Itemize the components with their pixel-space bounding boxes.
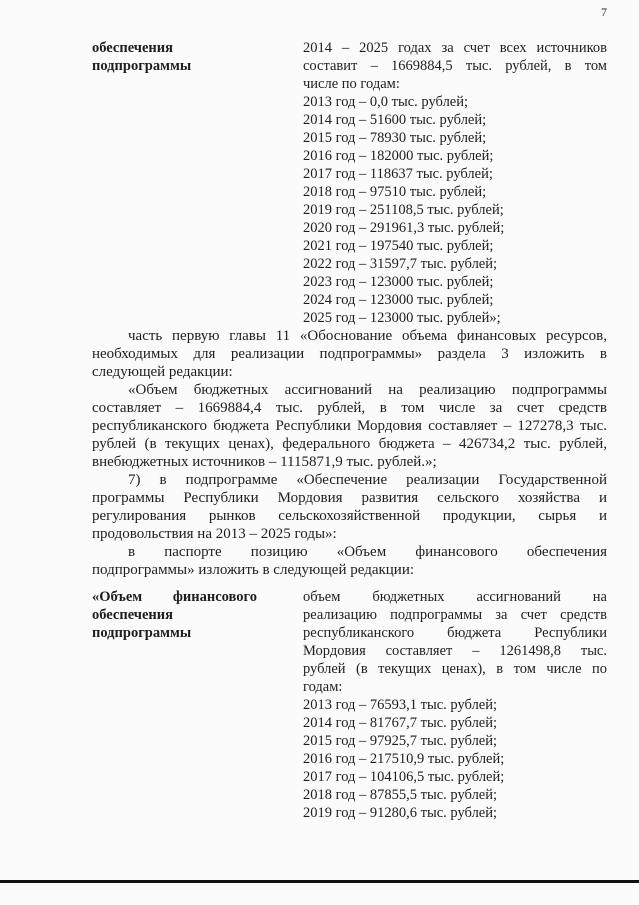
table2-year-line: 2018 год – 87855,5 тыс. рублей; — [303, 787, 498, 803]
table2-year-line: 2015 год – 97925,7 тыс. рублей; — [303, 733, 498, 749]
table2-year-line: 2016 год – 217510,9 тыс. рублей; — [303, 751, 505, 767]
table1-intro-line: числе по годам: — [303, 76, 400, 92]
page-number: 7 — [601, 5, 607, 19]
table2-intro-line: республиканского бюджета Республики — [303, 625, 607, 641]
table1-year-line: 2018 год – 97510 тыс. рублей; — [303, 184, 487, 200]
paragraph-line: рублей (в текущих ценах), федерального бюджета – 426734,2 тыс. рублей, — [92, 436, 607, 452]
paragraph-line: следующей редакции: — [92, 364, 233, 380]
paragraph-line: необходимых для реализации подпрограммы» раздела 3 изложить в — [92, 346, 607, 362]
table2-intro-line: годам: — [303, 679, 343, 695]
table1-intro-line: 2014 – 2025 годах за счет всех источников — [303, 40, 607, 56]
table1-left-cell — [92, 39, 272, 75]
table1-left-line: обеспечения — [92, 40, 173, 56]
paragraph-line: регулирования рынков сельскохозяйственной продукции, сырья и — [92, 508, 607, 524]
table1-year-line: 2021 год – 197540 тыс. рублей; — [303, 238, 494, 254]
table1-year-line: 2024 год – 123000 тыс. рублей; — [303, 292, 494, 308]
paragraph-line: республиканского бюджета Республики Мордовия составляет – 127278,3 тыс. — [92, 418, 607, 434]
table1-year-line: 2025 год – 123000 тыс. рублей»; — [303, 310, 501, 326]
table1-left-line: подпрограммы — [92, 58, 192, 74]
table1-right-cell — [303, 39, 607, 327]
paragraph-line: в паспорте позицию «Объем финансового обеспечения — [128, 544, 607, 560]
paragraph-line: программы Республики Мордовия развития сельского хозяйства и — [92, 490, 607, 506]
paragraph-line: часть первую главы 11 «Обоснование объема финансовых ресурсов, — [128, 328, 607, 344]
paragraph-line: продовольствия на 2013 – 2025 годы»: — [92, 526, 337, 542]
table1-intro-line: составит – 1669884,5 тыс. рублей, в том — [303, 58, 607, 74]
table1-year-line: 2023 год – 123000 тыс. рублей; — [303, 274, 494, 290]
table2-intro-line: объем бюджетных ассигнований на — [303, 589, 607, 605]
paragraph-line: 7) в подпрограмме «Обеспечение реализации Государственной — [128, 472, 607, 488]
paragraph-line: подпрограммы» изложить в следующей редакции: — [92, 562, 415, 578]
table2-year-line: 2017 год – 104106,5 тыс. рублей; — [303, 769, 505, 785]
table2-right-cell — [303, 588, 607, 822]
table1-year-line: 2014 год – 51600 тыс. рублей; — [303, 112, 487, 128]
table2-left-cell — [92, 588, 272, 642]
table2-year-line: 2013 год – 76593,1 тыс. рублей; — [303, 697, 498, 713]
paragraph-line: составляет – 1669884,4 тыс. рублей, в том числе за счет средств — [92, 400, 607, 416]
table2-intro-line: реализацию подпрограммы за счет средств — [303, 607, 607, 623]
table2-left-line: подпрограммы — [92, 625, 192, 641]
table2-intro-line: рублей (в текущих ценах), в том числе по — [303, 661, 607, 677]
table1-year-line: 2020 год – 291961,3 тыс. рублей; — [303, 220, 505, 236]
paragraph-line: «Объем бюджетных ассигнований на реализацию подпрограммы — [128, 382, 607, 398]
paragraph-line: внебюджетных источников – 1115871,9 тыс. рублей.»; — [92, 454, 437, 470]
table1-year-line: 2013 год – 0,0 тыс. рублей; — [303, 94, 469, 110]
table1-year-line: 2015 год – 78930 тыс. рублей; — [303, 130, 487, 146]
table2-year-line: 2014 год – 81767,7 тыс. рублей; — [303, 715, 498, 731]
body-text — [92, 327, 607, 579]
table2-left-line: «Объем финансового — [92, 589, 257, 605]
scan-bottom-edge — [0, 880, 639, 883]
table2-year-line: 2019 год – 91280,6 тыс. рублей; — [303, 805, 498, 821]
table1-year-line: 2019 год – 251108,5 тыс. рублей; — [303, 202, 504, 218]
table1-year-line: 2016 год – 182000 тыс. рублей; — [303, 148, 494, 164]
table1-year-line: 2022 год – 31597,7 тыс. рублей; — [303, 256, 498, 272]
table2-intro-line: Мордовия составляет – 1261498,8 тыс. — [303, 643, 607, 659]
table1-year-line: 2017 год – 118637 тыс. рублей; — [303, 166, 493, 182]
table2-left-line: обеспечения — [92, 607, 173, 623]
